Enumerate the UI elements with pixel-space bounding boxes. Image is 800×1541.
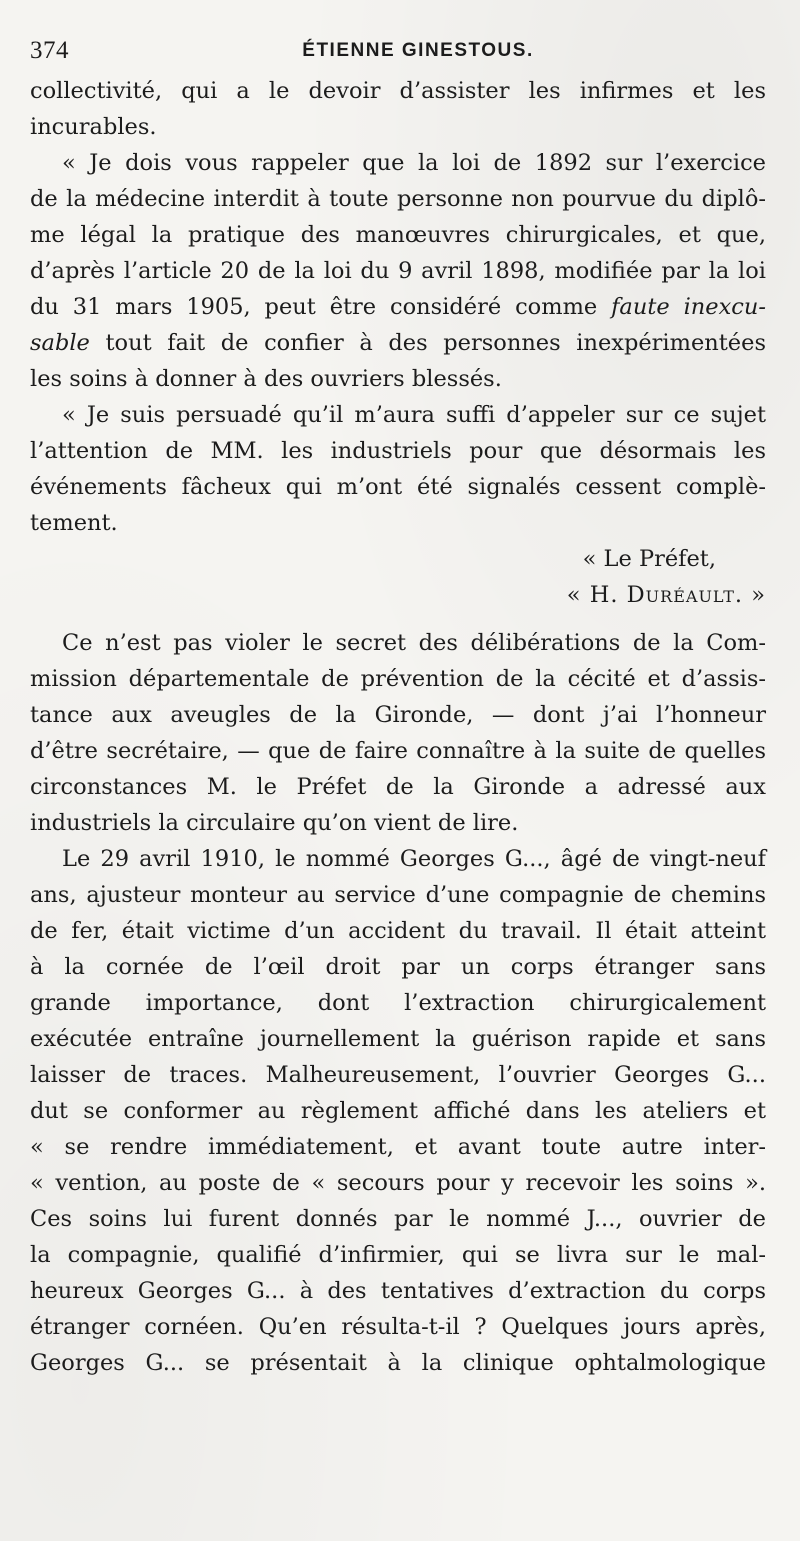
text-line: Ces soins lui furent donnés par le nommé J..., ouvrier de — [30, 1206, 766, 1232]
text-line: à la cornée de l’œil droit par un corps étranger sans — [30, 954, 766, 980]
text-line: grande importance, dont l’extraction chirurgicalement — [30, 990, 766, 1016]
signature-name: « H. Duréault. » — [566, 582, 766, 608]
text-line: d’être secrétaire, — que de faire connaître à la suite de quelles — [30, 738, 766, 764]
text-line: dut se conformer au règlement affiché dans les ateliers et — [30, 1098, 766, 1124]
text-line: Ce n’est pas violer le secret des délibérations de la Com- — [62, 630, 766, 656]
text-line: d’après l’article 20 de la loi du 9 avril 1898, modifiée par la loi — [30, 258, 766, 284]
page-header — [30, 34, 766, 68]
text-line: exécutée entraîne journellement la guérison rapide et sans — [30, 1026, 766, 1052]
text-line: de la médecine interdit à toute personne non pourvue du diplô- — [30, 186, 766, 212]
running-head: ÉTIENNE GINESTOUS. — [302, 40, 534, 61]
text-line: circonstances M. le Préfet de la Gironde a adressé aux — [30, 774, 766, 800]
page-number: 374 — [30, 37, 69, 64]
text-line: Georges G... se présentait à la clinique ophtalmologique — [30, 1350, 766, 1376]
signature-title: « Le Préfet, — [582, 546, 716, 572]
text-line: l’attention de MM. les industriels pour que désormais les — [30, 438, 766, 464]
page-body — [30, 73, 766, 1381]
text-line: tance aux aveugles de la Gironde, — dont j’ai l’honneur — [30, 702, 766, 728]
text-line: « vention, au poste de « secours pour y recevoir les soins ». — [30, 1170, 766, 1196]
text-line: « se rendre immédiatement, et avant toute autre inter- — [30, 1134, 766, 1160]
text-line: étranger cornéen. Qu’en résulta-t-il ? Quelques jours après, — [30, 1314, 766, 1340]
text-line: heureux Georges G... à des tentatives d’extraction du corps — [30, 1278, 766, 1304]
text-line: mission départementale de prévention de la cécité et d’assis- — [30, 666, 766, 692]
text-line: sable tout fait de confier à des personnes inexpérimentées — [30, 330, 766, 356]
text-line: les soins à donner à des ouvriers blessés. — [30, 366, 502, 392]
text-line: laisser de traces. Malheureusement, l’ouvrier Georges G... — [30, 1062, 766, 1088]
text-line: ans, ajusteur monteur au service d’une compagnie de chemins — [30, 882, 766, 908]
text-line: « Je dois vous rappeler que la loi de 1892 sur l’exercice — [62, 150, 766, 176]
text-line: du 31 mars 1905, peut être considéré comme faute inexcu- — [30, 294, 766, 320]
text-line: industriels la circulaire qu’on vient de lire. — [30, 810, 519, 836]
text-line: la compagnie, qualifié d’infirmier, qui se livra sur le mal- — [30, 1242, 766, 1268]
text-line: incurables. — [30, 114, 157, 140]
text-line: « Je suis persuadé qu’il m’aura suffi d’appeler sur ce sujet — [62, 402, 766, 428]
text-line: collectivité, qui a le devoir d’assister les infirmes et les — [30, 78, 766, 104]
text-line: tement. — [30, 510, 118, 536]
text-line: me légal la pratique des manœuvres chirurgicales, et que, — [30, 222, 766, 248]
text-line: Le 29 avril 1910, le nommé Georges G..., âgé de vingt-neuf — [62, 846, 766, 872]
text-line: événements fâcheux qui m’ont été signalés cessent complè- — [30, 474, 766, 500]
text-line: de fer, était victime d’un accident du travail. Il était atteint — [30, 918, 766, 944]
